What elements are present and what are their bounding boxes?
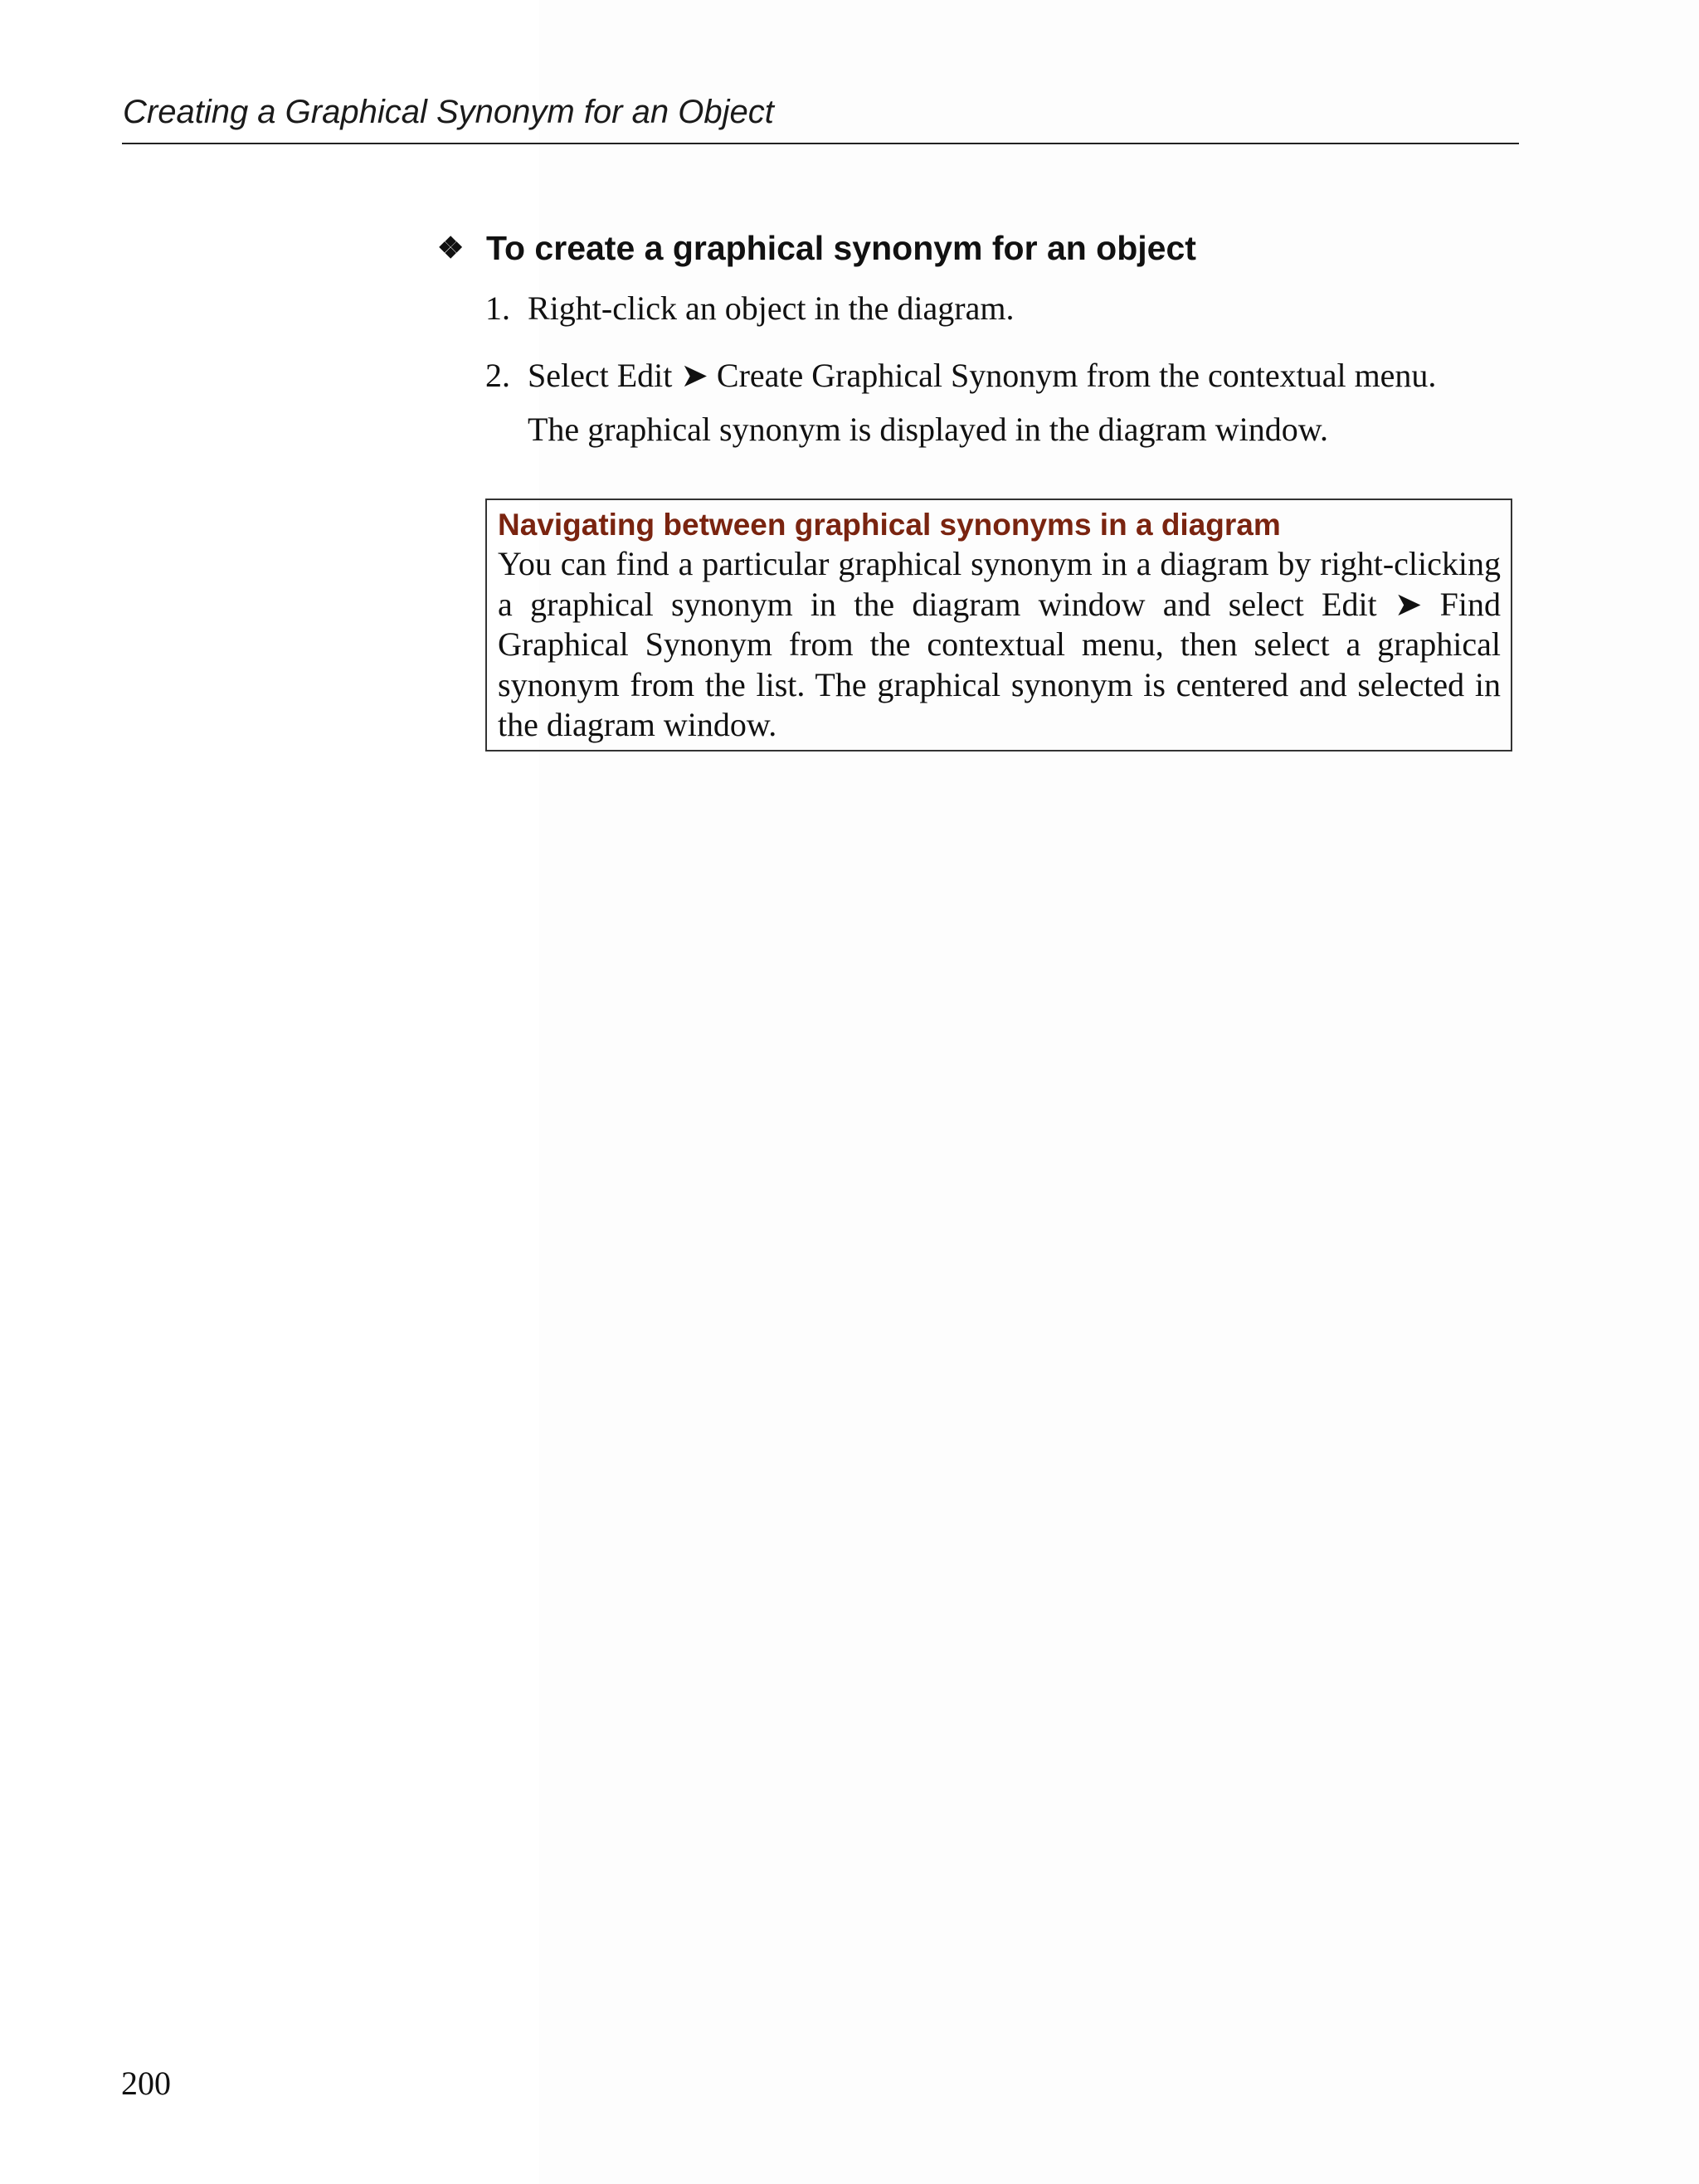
procedure-step	[485, 288, 1014, 329]
note-line: Graphical Synonym from the contextual menu, then select a graphical	[498, 625, 1501, 663]
step-result: The graphical synonym is displayed in the diagram window.	[528, 411, 1328, 448]
note-line: the diagram window.	[498, 706, 777, 743]
running-header: Creating a Graphical Synonym for an Object	[123, 94, 774, 130]
header-rule	[122, 143, 1519, 144]
step-number: 1.	[485, 289, 510, 327]
note-line: synonym from the list. The graphical synonym is centered and selected in	[498, 665, 1501, 703]
note-line: a graphical synonym in the diagram window and select Edit ➤ Find	[498, 585, 1501, 623]
procedure-heading	[437, 226, 1599, 270]
diamond-bullet-icon: ❖	[437, 231, 465, 265]
note-title: Navigating between graphical synonyms in a diagram	[498, 508, 1281, 542]
procedure-heading-text: To create a graphical synonym for an object	[486, 229, 1196, 267]
procedure-step	[485, 355, 1436, 396]
note-box	[485, 499, 1512, 752]
step-text: Select Edit ➤ Create Graphical Synonym from the contextual menu.	[528, 357, 1437, 394]
step-text: Right-click an object in the diagram.	[528, 289, 1015, 327]
page-number: 200	[121, 2065, 171, 2102]
step-number: 2.	[485, 357, 510, 394]
note-line: You can find a particular graphical synonym in a diagram by right-clicking	[498, 545, 1501, 582]
